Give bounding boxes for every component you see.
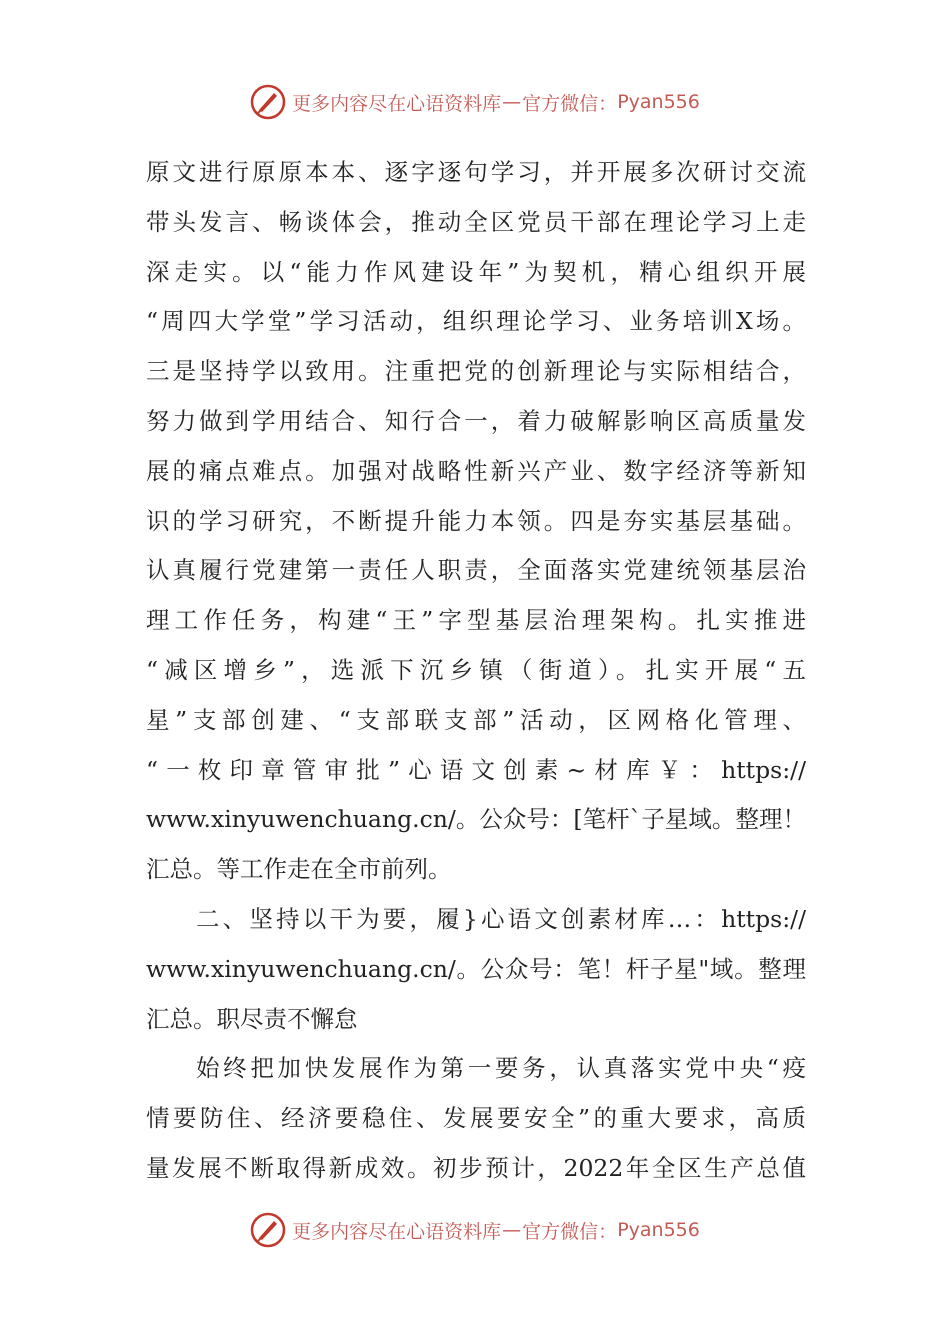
text-line: 认真履行党建第一责任人职责，全面落实党建统领基层治 bbox=[146, 556, 806, 585]
text-line: www.xinyuwenchuang.cn/。公众号：笔！杆子星"域。整理 bbox=[146, 954, 806, 983]
text-line: www.xinyuwenchuang.cn/。公众号：[笔杆`子星域。整理！ bbox=[146, 805, 806, 834]
banner-wechat-label: 官方微信： bbox=[522, 1220, 618, 1243]
banner-wechat-id: Pyan556 bbox=[617, 1219, 700, 1241]
text-line: 汇总。职尽责不懈怠 bbox=[146, 1004, 358, 1033]
paragraph-start-line: 始终把加快发展作为第一要务，认真落实党中央“疫 bbox=[196, 1054, 806, 1083]
text-line: 量发展不断取得新成效。初步预计，2022年全区生产总值 bbox=[146, 1153, 806, 1182]
text-line: “减区增乡”，选派下沉乡镇（街道）。扎实开展“五 bbox=[146, 655, 806, 684]
text-line: 理工作任务，构建“王”字型基层治理架构。扎实推进 bbox=[146, 606, 806, 635]
quill-logo-icon bbox=[250, 84, 286, 120]
text-line: 深走实。以“能力作风建设年”为契机，精心组织开展 bbox=[146, 257, 806, 286]
banner-text: 更多内容尽在心语资料库 bbox=[292, 1220, 502, 1243]
text-line: 星”支部创建、“支部联支部”活动，区网格化管理、 bbox=[146, 705, 806, 734]
text-line: “周四大学堂”学习活动，组织理论学习、业务培训X场。 bbox=[146, 307, 806, 336]
header-banner bbox=[0, 82, 950, 122]
text-line: 展的痛点难点。加强对战略性新兴产业、数字经济等新知 bbox=[146, 456, 806, 485]
text-line: 努力做到学用结合、知行合一，着力破解影响区高质量发 bbox=[146, 406, 806, 435]
text-line: 三是坚持学以致用。注重把党的创新理论与实际相结合， bbox=[146, 357, 806, 386]
banner-separator: — bbox=[502, 1219, 522, 1241]
text-line: 情要防住、经济要稳住、发展要安全”的重大要求，高质 bbox=[146, 1104, 806, 1133]
text-line: 汇总。等工作走在全市前列。 bbox=[146, 855, 452, 884]
banner-text: 更多内容尽在心语资料库 bbox=[292, 92, 502, 115]
banner-wechat-label: 官方微信： bbox=[522, 92, 618, 115]
quill-logo-icon bbox=[250, 1212, 286, 1248]
text-line: 带头发言、畅谈体会，推动全区党员干部在理论学习上走 bbox=[146, 207, 806, 236]
text-line: 原文进行原原本本、逐字逐句学习，并开展多次研讨交流 bbox=[146, 158, 806, 186]
banner-wechat-id: Pyan556 bbox=[617, 91, 700, 113]
banner-separator: — bbox=[502, 91, 522, 113]
text-line: 识的学习研究，不断提升能力本领。四是夯实基层基础。 bbox=[146, 506, 806, 535]
document-body bbox=[146, 148, 806, 1194]
section-heading-line: 二、坚持以干为要，履}心语文创素材库…：https:// bbox=[196, 904, 806, 933]
footer-banner bbox=[0, 1210, 950, 1250]
text-line: “一枚印章管审批”心语文创素~材库￥：https:// bbox=[146, 755, 806, 784]
